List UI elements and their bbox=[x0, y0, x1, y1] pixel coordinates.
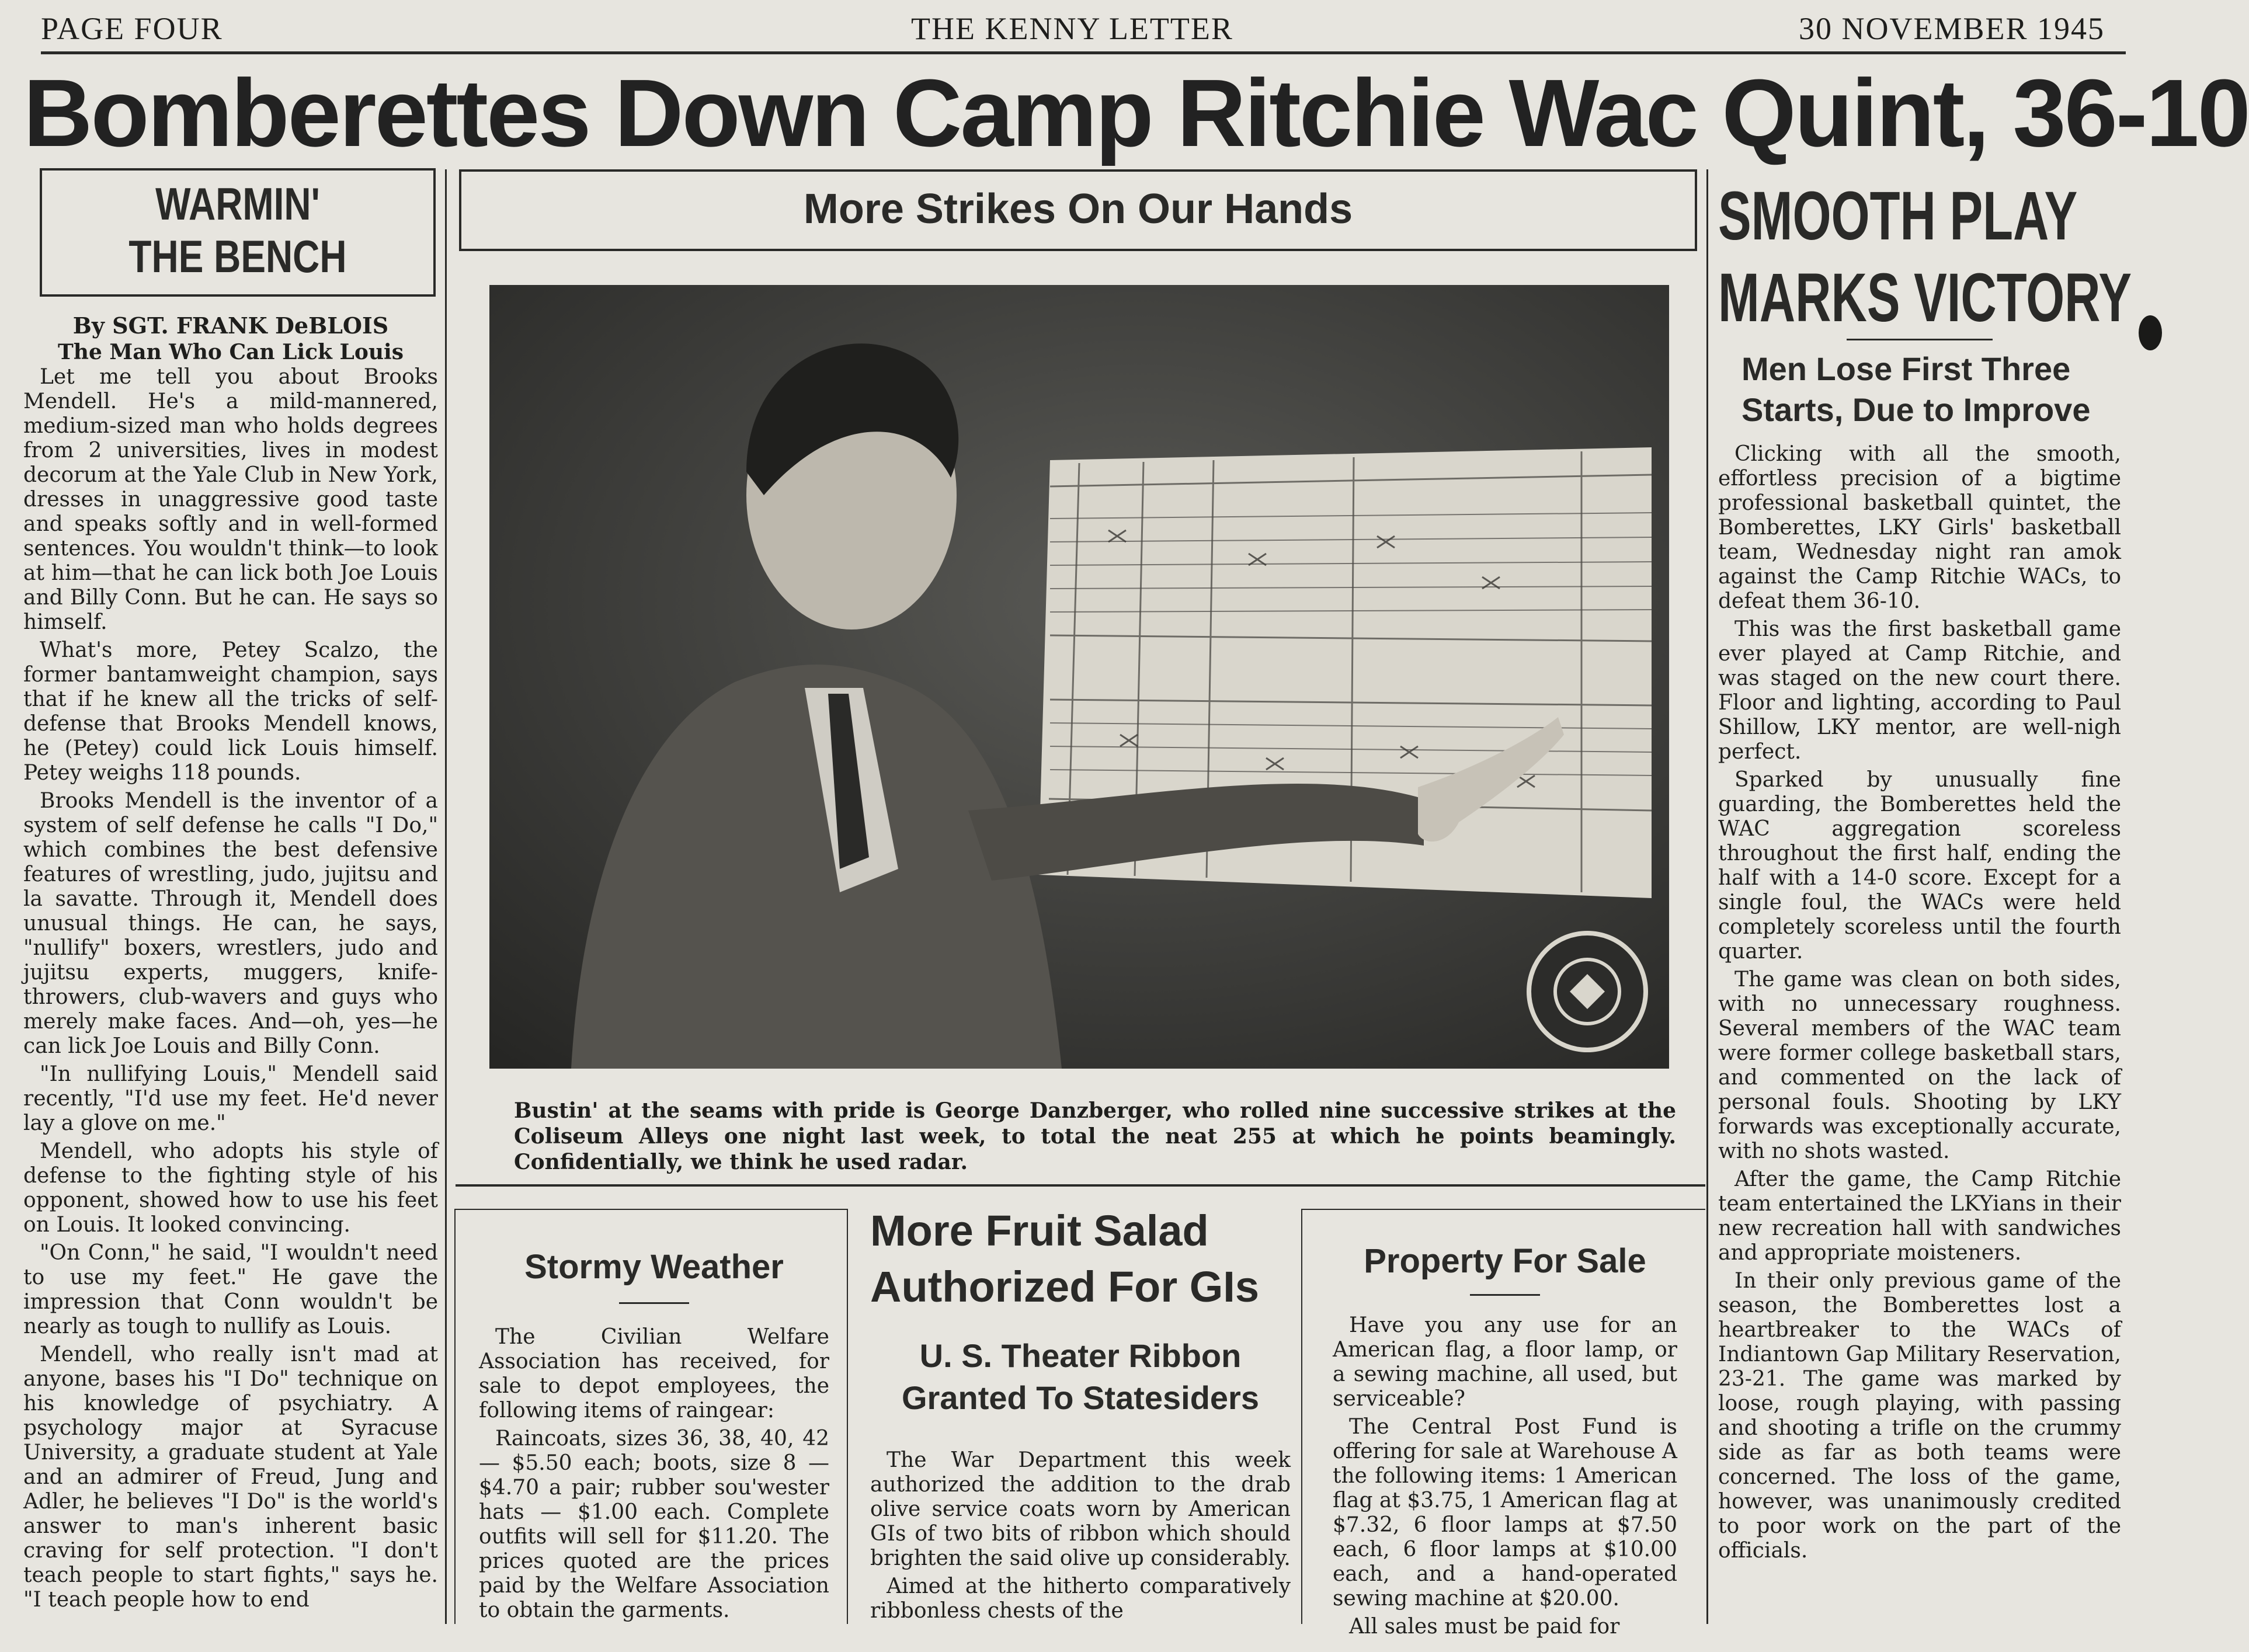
box-border bbox=[454, 1209, 456, 1624]
paragraph: This was the first basketball game ever played at Camp Ritchie, and was staged on the new court there. Floor and lighting, according to Paul Shillow, LKY mentor, are well-nigh perfect. bbox=[1718, 617, 2121, 764]
paragraph: What's more, Petey Scalzo, the former bantamweight champion, says that if he knew all the tricks of self-defense that Brooks Mendell knows, he (Petey) could lick Louis himself. Petey weighs 118 pounds. bbox=[23, 638, 438, 785]
signal-corps-seal bbox=[1529, 933, 1646, 1050]
fruit-salad-article bbox=[870, 1203, 1291, 1623]
column-title-line2: THE BENCH bbox=[128, 231, 347, 282]
article-body bbox=[479, 1325, 829, 1652]
article-title: Property For Sale bbox=[1364, 1242, 1646, 1280]
paragraph: The War Department this week authorized the addition to the drab olive service coats worn by American GIs of two bits of ribbon which should brighten the said olive up considerably. bbox=[870, 1448, 1291, 1570]
paragraph: Raincoats, sizes 36, 38, 40, 42 — $5.50 each; boots, size 8 — $4.70 a pair; rubber sou'wester hats — $1.00 each. Complete outfits will sell for $11.20. The prices quoted are the prices paid by the Welfare Association to obtain the garments. bbox=[479, 1427, 829, 1622]
paragraph: The game was clean on both sides, with no unnecessary roughness. Several members of the WAC team were former college basketball stars, and commented on the lack of personal fouls. Shooting by LKY forwards was exceptionally accurate, with no shots wasted. bbox=[1718, 968, 2121, 1163]
paragraph: The Central Post Fund is offering for sale at Warehouse A the following items: 1 American flag at $3.75, 1 American flag at $7.32, 6 floor lamps at $7.50 each, 6 floor lamps at $10.00 each, and a hand-operated sewing machine at $20.00. bbox=[1333, 1415, 1677, 1611]
banner-title: More Strikes On Our Hands bbox=[803, 186, 1353, 232]
column-body bbox=[23, 365, 438, 1620]
paragraph: Brooks Mendell is the inventor of a system of self defense he calls "I Do," which combines the best defensive features of wrestling, judo, jujitsu and la savatte. Through it, Mendell does unusual things. He can, he says, "nullify" boxers, wrestlers, judo and jujitsu experts, muggers, knife-throwers, club-wavers and guys who merely make faces. And—oh, yes—he can lick Joe Louis and Billy Conn. bbox=[23, 789, 438, 1058]
column-title-line1: WARMIN' bbox=[155, 178, 320, 229]
warmin-bench-column bbox=[23, 312, 438, 1620]
page-number: PAGE FOUR bbox=[41, 11, 223, 46]
paragraph: "On Conn," he said, "I wouldn't need to use my feet." He gave the impression that Conn wouldn't be nearly as tough to nullify as Louis. bbox=[23, 1241, 438, 1338]
main-headline: Bomberettes Down Camp Ritchie Wac Quint, 36-10 bbox=[23, 60, 2249, 166]
warmin-bench-box bbox=[40, 168, 436, 297]
title-rule bbox=[1470, 1294, 1540, 1296]
photo-illustration bbox=[489, 285, 1669, 1069]
paragraph: Sparked by unusually fine guarding, the Bomberettes held the WAC aggregation scoreless throughout the first half, ending the half with a 14-0 score. Except for a single foul, the WACs were held completely scoreless until the fourth quarter. bbox=[1718, 768, 2121, 964]
box-border bbox=[1301, 1209, 1705, 1210]
article-subtitle-line2: Starts, Due to Improve bbox=[1742, 391, 2091, 428]
smooth-play-article bbox=[1718, 175, 2132, 1563]
photo-banner bbox=[459, 169, 1697, 251]
photo-caption: Bustin' at the seams with pride is George Danzberger, who rolled nine successive strikes at the Coliseum Alleys one night last week, to total the neat 255 at which he points beamingly. Confidentially, we think he used radar. bbox=[514, 1098, 1676, 1174]
box-border bbox=[454, 1209, 848, 1210]
issue-date: 30 NOVEMBER 1945 bbox=[1799, 11, 2105, 46]
article-subtitle-line2: Granted To Statesiders bbox=[901, 1379, 1259, 1416]
article-body bbox=[870, 1448, 1291, 1623]
paragraph: Mendell, who adopts his style of defense to the fighting style of his opponent, showed how to use his feet on Louis. It looked convincing. bbox=[23, 1139, 438, 1237]
article-title-line1: More Fruit Salad bbox=[870, 1206, 1209, 1255]
article-title-line2: MARKS VICTORY bbox=[1718, 259, 2132, 336]
paragraph: Clicking with all the smooth, effortless precision of a bigtime professional basketball quintet, the Bomberettes, LKY Girls' basketball team, Wednesday night ran amok against the Camp Ritchie WACs, to defeat them 36-10. bbox=[1718, 442, 2121, 613]
paragraph: The Civilian Welfare Association has received, for sale to depot employees, the following items of raingear: bbox=[479, 1325, 829, 1423]
subhead: The Man Who Can Lick Louis bbox=[58, 340, 404, 364]
property-for-sale-article bbox=[1333, 1232, 1677, 1640]
paragraph: Aimed at the hitherto comparatively ribbonless chests of the bbox=[870, 1574, 1291, 1623]
paragraph: Mendell, who really isn't mad at anyone, bases his "I Do" technique on his knowledge of psychiatry. A psychology major at Syracuse University, a graduate student at Yale and an admirer of Freud, Jung and Adler, he believes "I Do" is the world's answer to man's inherent basic craving for self protection. "I don't teach people to start fights," says he. "I teach people how to end bbox=[23, 1343, 438, 1612]
title-rule bbox=[619, 1302, 689, 1304]
stormy-weather-article bbox=[479, 1232, 829, 1652]
byline: By SGT. FRANK DeBLOIS bbox=[72, 312, 389, 339]
box-border bbox=[1301, 1209, 1302, 1624]
article-body bbox=[1333, 1313, 1677, 1640]
binder-hole bbox=[2139, 315, 2162, 350]
title-rule bbox=[1847, 339, 1993, 340]
caption-rule bbox=[456, 1184, 1705, 1187]
paragraph: Have you any use for an American flag, a floor lamp, or a sewing machine, all used, but serviceable? bbox=[1333, 1313, 1677, 1411]
masthead-rule bbox=[41, 51, 2126, 54]
paragraph: "In nullifying Louis," Mendell said recently, "I'd use my feet. He'd never lay a glove on me." bbox=[23, 1062, 438, 1135]
column-divider bbox=[445, 169, 447, 1624]
article-subtitle-line1: U. S. Theater Ribbon bbox=[919, 1337, 1242, 1374]
column-divider bbox=[1706, 169, 1708, 1624]
bowling-photo bbox=[489, 285, 1669, 1069]
article-title-line2: Authorized For GIs bbox=[870, 1263, 1259, 1311]
article-body bbox=[1718, 442, 2121, 1563]
paragraph: In their only previous game of the season, the Bomberettes lost a heartbreaker to the WACs of Indiantown Gap Military Reservation, 23-21. The game was marked by loose, rough playing, with passing and shooting a trifle on the crummy side as far as both teams were concerned. The loss of the game, however, was unanimously credited to poor work on the part of the officials. bbox=[1718, 1269, 2121, 1563]
paragraph: After the game, the Camp Ritchie team entertained the LKYians in their new recreation hall with sandwiches and appropriate moisteners. bbox=[1718, 1167, 2121, 1265]
paragraph: Let me tell you about Brooks Mendell. He's a mild-mannered, medium-sized man who holds degrees from 2 universities, lives in modest decorum at the Yale Club in New York, dresses in unaggressive good taste and speaks softly and in well-formed sentences. You wouldn't think—to look at him—that he can lick both Joe Louis and Billy Conn. But he can. He says so himself. bbox=[23, 365, 438, 634]
paper-name: THE KENNY LETTER bbox=[911, 11, 1233, 46]
article-subtitle-line1: Men Lose First Three bbox=[1742, 350, 2071, 387]
paragraph: All sales must be paid for bbox=[1349, 1615, 1620, 1639]
box-border bbox=[847, 1209, 848, 1624]
article-title: Stormy Weather bbox=[524, 1248, 784, 1286]
article-title-line1: SMOOTH PLAY bbox=[1718, 178, 2078, 255]
